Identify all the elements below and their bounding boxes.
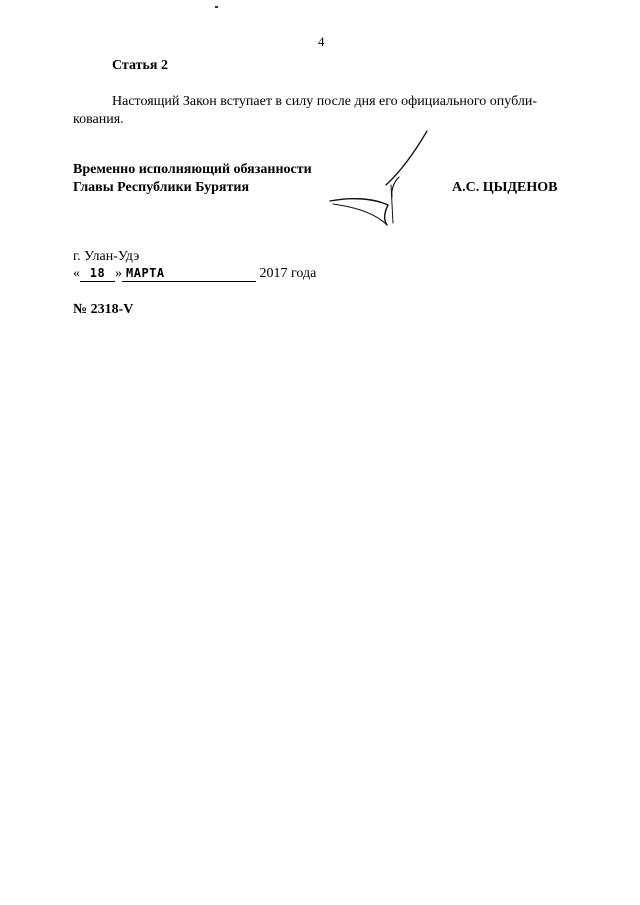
body-text-line-1: Настоящий Закон вступает в силу после дня его официального опубли- — [112, 94, 538, 109]
law-number: № 2318-V — [73, 302, 134, 317]
signatory-position-line-2: Главы Республики Бурятия — [73, 180, 250, 195]
place-of-signing: г. Улан-Удэ — [73, 249, 140, 264]
date-open-quote: « — [73, 266, 80, 281]
date-month-field: МАРТА — [122, 266, 256, 282]
date-year: 2017 года — [259, 266, 317, 281]
handwritten-signature — [325, 125, 435, 230]
page-number: 4 — [318, 34, 325, 49]
signer-name: А.С. ЦЫДЕНОВ — [452, 180, 558, 195]
article-title: Статья 2 — [112, 58, 168, 73]
date-close-quote: » — [115, 266, 122, 281]
signing-date — [73, 266, 316, 282]
scan-artifact — [215, 6, 218, 8]
date-day-field: 18 — [80, 266, 115, 282]
body-text-line-2: кования. — [73, 112, 124, 127]
signatory-position-line-1: Временно исполняющий обязанности — [73, 162, 312, 177]
